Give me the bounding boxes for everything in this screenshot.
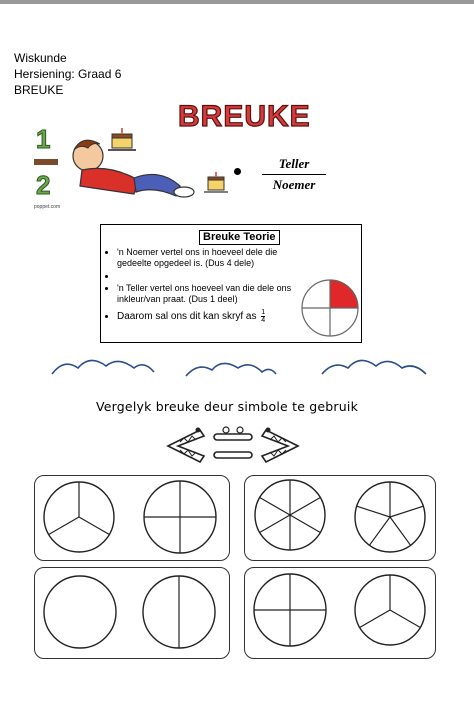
digit-one: 1: [36, 124, 51, 154]
fraction-circle-3-right: [143, 576, 215, 648]
numerator-word: Teller: [278, 156, 310, 171]
notation-numerator: 1: [261, 309, 266, 316]
fraction-circle-2-left: [255, 480, 325, 550]
topic-label: BREUKE: [14, 83, 64, 97]
watermark: poppet.com: [34, 204, 61, 210]
instruction-text: Vergelyk breuke deur simbole te gebruik: [96, 399, 359, 414]
subject-label: Wiskunde: [14, 51, 67, 65]
revision-grade-label: Hersiening: Graad 6: [14, 67, 122, 81]
fraction-circle-2-right: [355, 482, 425, 552]
fraction-circle-3-left: [44, 576, 116, 648]
denominator-word: Noemer: [272, 177, 316, 192]
fraction-circle-4-left: [254, 574, 326, 646]
notation-denominator: 4: [261, 317, 266, 324]
fraction-circle-4-right: [355, 575, 425, 645]
notation-text: Daarom sal ons dit kan skryf as: [117, 311, 257, 323]
fraction-circle-1-left: [44, 482, 114, 552]
theory-bullet-denominator: • 'n Noemer vertel ons in hoeveel dele die gedeelte opgedeel is. (Dus 4 dele): [117, 247, 307, 269]
theory-bullet-numerator: • 'n Teller vertel ons hoeveel van die dele ons inkleur/van praat. (Dus 1 deel): [117, 283, 307, 305]
theory-title: Breuke Teorie: [199, 230, 280, 245]
digit-two: 2: [36, 170, 51, 200]
fraction-circle-1-right: [144, 481, 216, 553]
page-title: BREUKE: [178, 100, 311, 133]
